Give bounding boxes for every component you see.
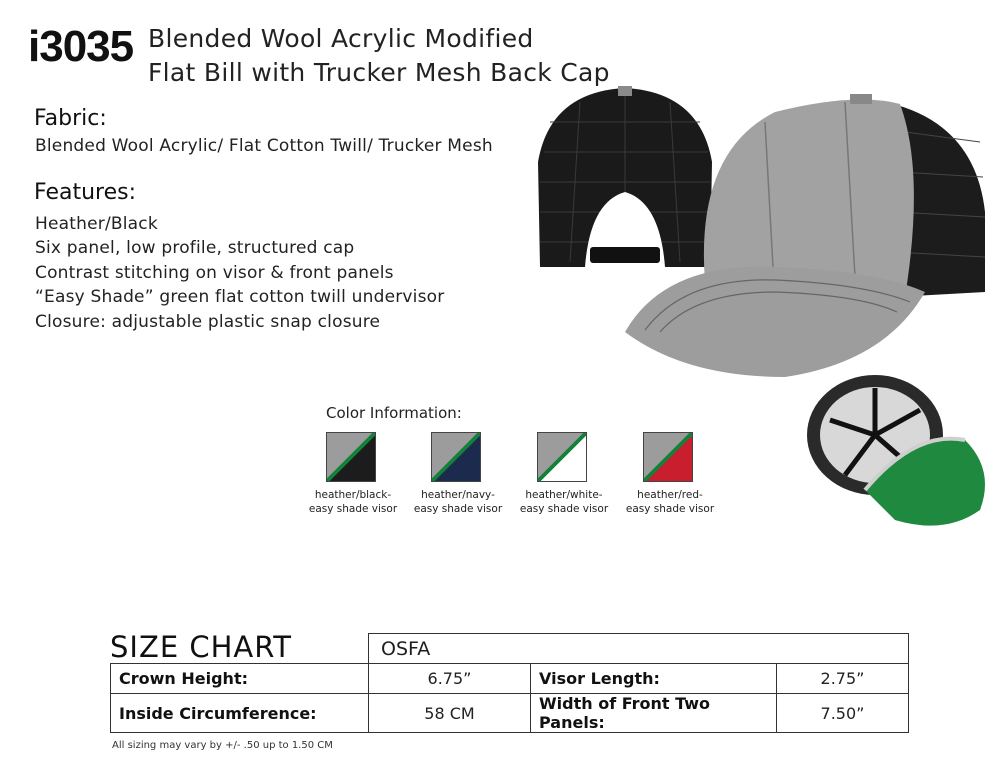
fabric-heading: Fabric: [34,106,107,131]
product-title-line2: Flat Bill with Trucker Mesh Back Cap [148,58,610,87]
color-swatch [326,432,376,482]
swatch-caption-line2: easy shade visor [413,503,503,515]
cap-front-view-image [625,92,995,382]
swatch-caption-line2: easy shade visor [625,503,715,515]
size-label: OSFA [369,634,909,664]
feature-item: Contrast stitching on visor & front panels [35,263,394,283]
sizing-note: All sizing may vary by +/- .50 up to 1.50 CM [112,740,333,751]
size-chart-title: SIZE CHART [110,630,293,664]
swatch-caption-line1: heather/red- [637,489,703,501]
size-chart-table [110,633,909,733]
fabric-text: Blended Wool Acrylic/ Flat Cotton Twill/ Trucker Mesh [35,136,493,156]
color-swatch [537,432,587,482]
crown-height-label: Crown Height: [111,664,369,694]
color-swatch-caption [298,488,408,516]
front-panels-width-label: Width of Front Two Panels: [531,694,777,733]
color-swatch-caption [509,488,619,516]
color-swatch [643,432,693,482]
feature-item: Six panel, low profile, structured cap [35,238,355,258]
color-info-heading: Color Information: [326,404,462,422]
swatch-caption-line2: easy shade visor [308,503,398,515]
visor-length-value: 2.75” [777,664,909,694]
cap-under-view-image [805,370,995,535]
color-swatch [431,432,481,482]
swatch-caption-line1: heather/black- [314,489,392,501]
crown-height-value: 6.75” [369,664,531,694]
inside-circumference-value: 58 CM [369,694,531,733]
swatch-caption-line1: heather/white- [525,489,603,501]
product-code: i3035 [28,22,134,71]
feature-item: Heather/Black [35,214,158,234]
size-chart-header-row [111,634,909,664]
swatch-caption-line1: heather/navy- [421,489,495,501]
features-heading: Features: [34,180,137,205]
color-swatch-caption [403,488,513,516]
swatch-caption-line2: easy shade visor [519,503,609,515]
product-title-line1: Blended Wool Acrylic Modified [148,24,534,53]
inside-circumference-label: Inside Circumference: [111,694,369,733]
feature-item: Closure: adjustable plastic snap closure [35,312,381,332]
color-swatch-caption [615,488,725,516]
feature-item: “Easy Shade” green flat cotton twill undervisor [35,287,445,307]
size-chart-row [111,694,909,733]
front-panels-width-value: 7.50” [777,694,909,733]
visor-length-label: Visor Length: [531,664,777,694]
size-chart-row [111,664,909,694]
